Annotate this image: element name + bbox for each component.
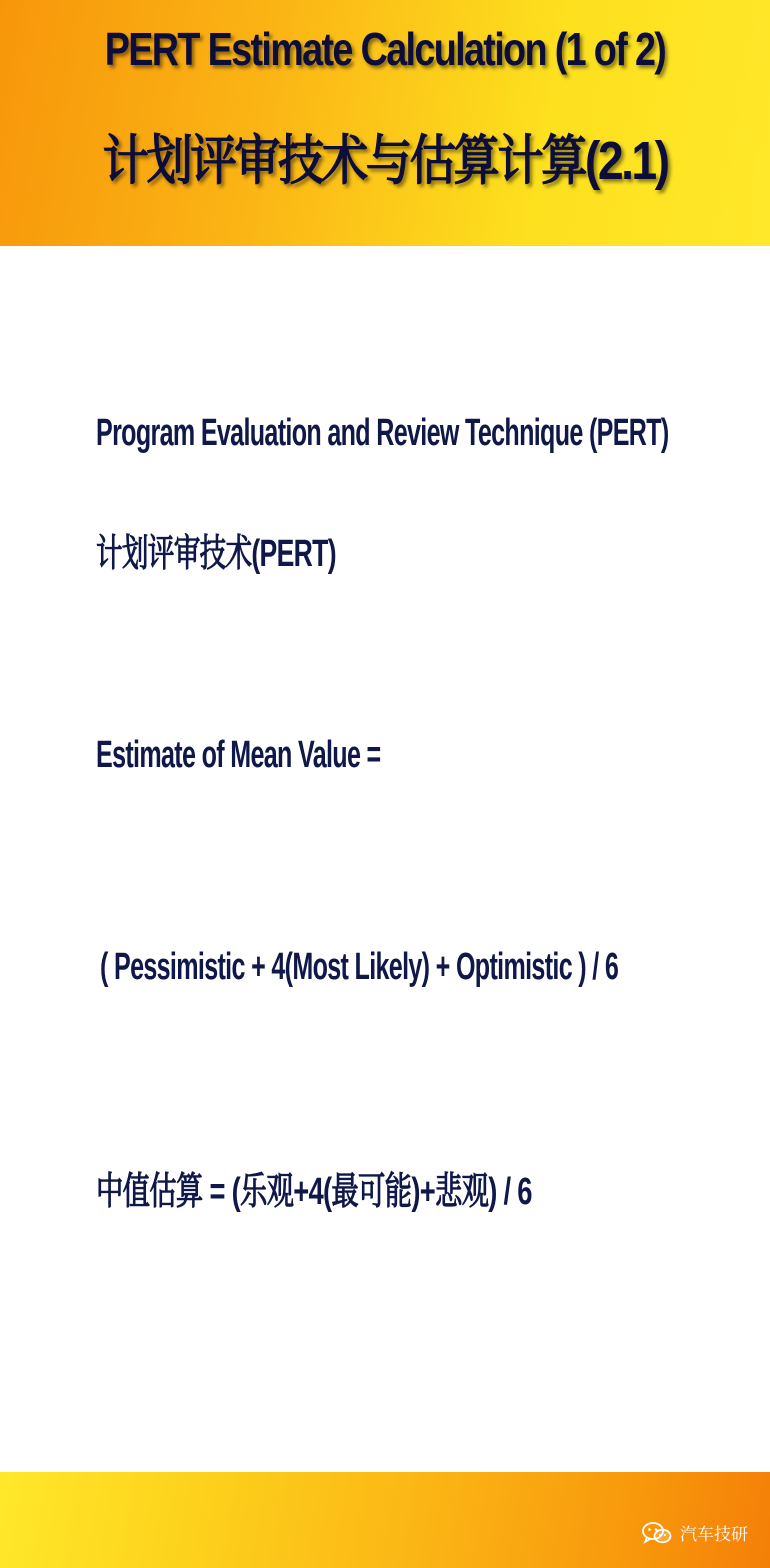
pert-formula-english: ( Pessimistic + 4(Most Likely) + Optimistic ) / 6 (100, 946, 619, 988)
watermark (642, 1520, 748, 1545)
pert-definition-chinese: 计划评审技术(PERT) (96, 533, 336, 575)
slide-title-english: PERT Estimate Calculation (1 of 2) (104, 23, 666, 75)
watermark-text: 汽车技研 (680, 1525, 748, 1545)
pert-definition-english: Program Evaluation and Review Technique (PERT) (96, 412, 669, 454)
title-banner (0, 0, 770, 246)
slide-title-chinese: 计划评审技术与估算计算(2.1) (102, 131, 668, 191)
wechat-icon (642, 1521, 672, 1545)
mean-value-label: Estimate of Mean Value = (96, 734, 381, 776)
pert-formula-chinese: 中值估算 = (乐观+4(最可能)+悲观) / 6 (96, 1171, 532, 1213)
